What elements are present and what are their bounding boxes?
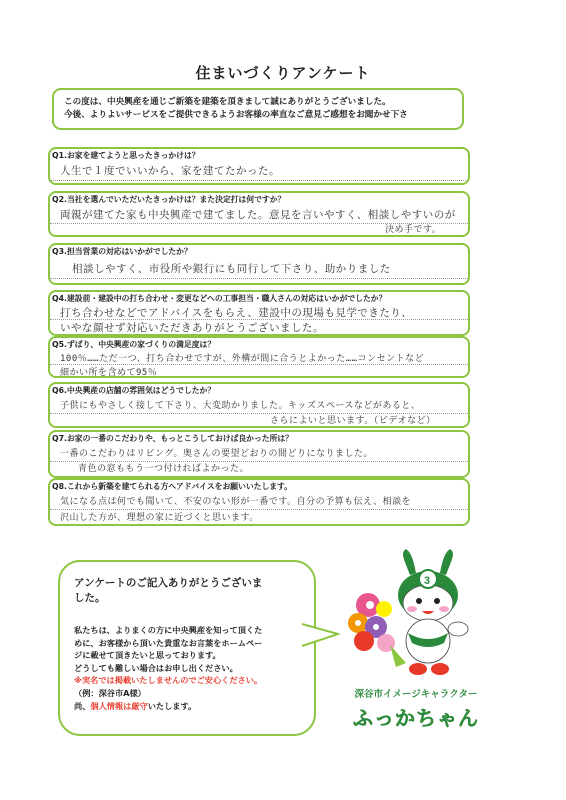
bubble-body-line: どうしても難しい場合はお申し出ください。 xyxy=(74,662,238,673)
question-label: Q7.お家の一番のこだわりや、もっとこうしておけば良かった所は？ xyxy=(52,434,293,443)
mascot-caption: 深谷市イメージキャラクター xyxy=(354,689,478,700)
answer-line: 決め手です。 xyxy=(385,225,442,235)
bubble-body-line: 私たちは、よりまくの方に中央興産を知って頂くた xyxy=(74,625,263,635)
answer-line: いやな顔せず対応いただきありがとうございました。 xyxy=(60,322,324,334)
mascot-fukka-chan xyxy=(340,545,500,680)
answer-rule xyxy=(50,278,468,279)
answer-rule xyxy=(50,509,468,510)
question-label: Q3.担当営業の対応はいかがでしたか？ xyxy=(52,247,192,256)
answer-line: 沢山した方が、理想の家に近づくと思います。 xyxy=(60,513,259,523)
intro-line-1: この度は、中央興産を通じご新築を建築を頂きまして誠にありがとうございました。 xyxy=(64,97,391,107)
question-3 xyxy=(48,243,470,285)
answer-line: 両親が建てた家も中央興産で建てました。意見を言いやすく、相談しやすいのが xyxy=(60,209,456,221)
question-label: Q4.建設前・建設中の打ち合わせ・変更などへの工事担当・職人さんの対応はいかがでしたか？ xyxy=(52,294,387,303)
answer-line: 人生で１度でいいから、家を建てたかった。 xyxy=(60,165,280,177)
bubble-heading-line-2: した。 xyxy=(74,592,106,604)
answer-line: 100％……ただ一つ、打ち合わせですが、外構が間に合うとよかった……コンセントなど xyxy=(60,354,425,364)
intro-line-2: 今後、よりよいサービスをご提供できるようお客様の率直なご意見ご感想をお聞かせ下さ xyxy=(64,110,408,120)
privacy-prefix: 尚、 xyxy=(74,700,91,711)
question-4 xyxy=(48,290,470,336)
question-label: Q1.お家を建てようと思ったきっかけは？ xyxy=(52,151,200,160)
answer-line: 子供にもやさしく接して下さり、大変助かりました。キッズスペースなどがあると、 xyxy=(60,401,421,411)
answer-rule xyxy=(50,223,468,224)
svg-text:3: 3 xyxy=(424,575,431,587)
answer-line: 気になる点は何でも聞いて、不安のない形が一番です。自分の予算も伝え、相談を xyxy=(60,497,412,507)
bubble-tail xyxy=(300,620,340,650)
flower-bouquet-icon xyxy=(348,593,406,667)
bubble-body xyxy=(74,624,310,712)
question-8 xyxy=(48,478,470,526)
privacy-note xyxy=(74,700,310,713)
question-5 xyxy=(48,336,470,378)
intro-box xyxy=(52,88,464,130)
answer-rule xyxy=(50,364,468,365)
privacy-emphasis: 個人情報は厳守 xyxy=(90,700,148,711)
question-7 xyxy=(48,430,470,478)
answer-line: 青色の窓ももう一つ付ければよかった。 xyxy=(78,464,250,474)
bubble-heading-line-1: アンケートのご記入ありがとうございま xyxy=(74,577,263,589)
question-1 xyxy=(48,147,470,185)
privacy-suffix: いたします。 xyxy=(147,700,197,711)
question-label: Q8.これから新築を建てられる方へアドバイスをお願いいたします。 xyxy=(52,482,293,491)
page-title: 住まいづくりアンケート xyxy=(195,64,371,82)
question-label: Q6.中央興産の店舗の雰囲気はどうでしたか？ xyxy=(52,386,216,395)
anonymity-note: ※実名では掲載いたしませんのでご安心ください。 xyxy=(74,675,263,686)
answer-rule xyxy=(50,413,468,414)
answer-line: さらによいと思います。（ビデオなど） xyxy=(270,416,436,426)
question-2 xyxy=(48,191,470,237)
answer-line: 細かい所を含めて95％ xyxy=(60,368,158,378)
mascot-name-logo: ふっかちゃん xyxy=(353,706,479,730)
answer-rule xyxy=(50,461,468,462)
bubble-body-line: めに、お客様から頂いた貴重なお言葉をホームペー xyxy=(74,637,263,648)
answer-rule xyxy=(50,180,468,181)
thank-you-bubble xyxy=(58,560,316,736)
question-label: Q2.当社を選んでいただいたきっかけは？また決定打は何ですか？ xyxy=(52,195,286,204)
question-label: Q5.ずばり、中央興産の家づくりの満足度は？ xyxy=(52,340,216,349)
question-6 xyxy=(48,382,470,428)
answer-rule xyxy=(50,319,468,320)
answer-line: 相談しやすく、市役所や銀行にも同行して下さり、助かりました xyxy=(72,263,391,275)
answer-line: 一番のこだわりはリビング。奥さんの要望どおりの間どりになりました。 xyxy=(60,449,373,459)
example-note: （例：深谷市A様） xyxy=(74,687,146,698)
answer-line: 打ち合わせなどでアドバイスをもらえ、建設中の現場も見学できたり、 xyxy=(60,307,413,319)
bubble-body-line: ジに載せて頂きたいと思っております。 xyxy=(74,650,221,661)
bubble-heading xyxy=(74,576,262,606)
